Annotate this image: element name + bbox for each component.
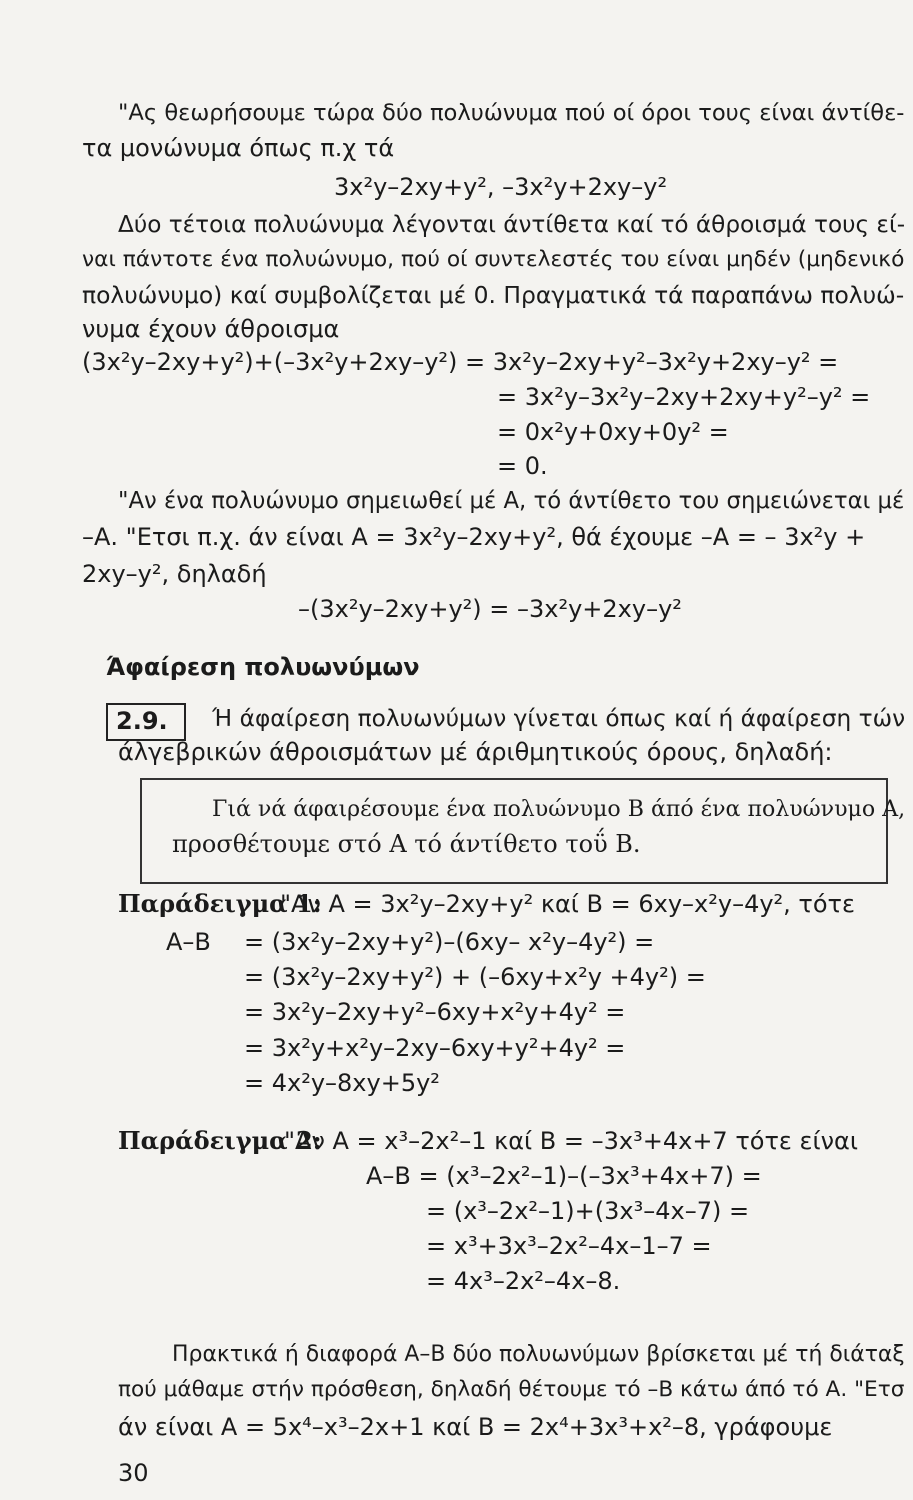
intro-line-1: "Ας θεωρήσουμε τώρα δύο πολυώνυμα πού οί όροι τους είναι άντίθε-: [118, 100, 905, 126]
example2-text: "Αν Α = x³–2x²–1 καί Β = –3x³+4x+7 τότε είναι: [284, 1127, 858, 1155]
sum-line-2: = 3x²y–3x²y–2xy+2xy+y²–y² =: [497, 383, 871, 411]
example2-step-3: = x³+3x³–2x²–4x–1–7 =: [426, 1232, 712, 1260]
sum-line-1: (3x²y–2xy+y²)+(–3x²y+2xy–y²) = 3x²y–2xy+y²–3x²y+2xy–y² =: [82, 348, 839, 376]
section-line-2: άλγεβρικών άθροισμάτων μέ άριθμητικούς όρους, δηλαδή:: [118, 738, 833, 766]
section-title: Άφαίρεση πολυωνύμων: [106, 653, 420, 681]
example1-step-1: = (3x²y–2xy+y²)–(6xy– x²y–4y²) =: [244, 928, 655, 956]
section-number-box: [106, 703, 186, 741]
sum-line-3: = 0x²y+0xy+0y² =: [497, 418, 729, 446]
closing-line-3: άν είναι Α = 5x⁴–x³–2x+1 καί Β = 2x⁴+3x³+x²–8, γράφουμε: [118, 1413, 833, 1441]
example1-step-4: = 3x²y+x²y–2xy–6xy+y²+4y² =: [244, 1034, 626, 1062]
negation-equation: –(3x²y–2xy+y²) = –3x²y+2xy–y²: [298, 595, 682, 623]
section-number: 2.9.: [116, 707, 168, 735]
example-pair: 3x²y–2xy+y², –3x²y+2xy–y²: [334, 173, 668, 201]
example1-step-2: = (3x²y–2xy+y²) + (–6xy+x²y +4y²) =: [244, 963, 706, 991]
page-number: 30: [118, 1459, 149, 1487]
section-line-1: Ή άφαίρεση πολυωνύμων γίνεται όπως καί ή άφαίρεση τών: [212, 705, 906, 732]
example1-step-5: = 4x²y–8xy+5y²: [244, 1069, 440, 1097]
para2-line-2: –Α. "Ετσι π.χ. άν είναι Α = 3x²y–2xy+y², θά έχουμε –Α = – 3x²y +: [82, 523, 866, 551]
example1-step-3: = 3x²y–2xy+y²–6xy+x²y+4y² =: [244, 998, 626, 1026]
example2-step-2: = (x³–2x²–1)+(3x³–4x–7) =: [426, 1197, 750, 1225]
rule-line-2: προσθέτουμε στό Α τό άντίθετο τοΰ Β.: [172, 830, 641, 858]
para1-line-3: πολυώνυμο) καί συμβολίζεται μέ 0. Πραγματικά τά παραπάνω πολυώ-: [82, 281, 905, 309]
example1-lhs: Α–Β: [166, 928, 211, 956]
sum-line-4: = 0.: [497, 452, 548, 480]
example1-label: Παράδειγμα 1:: [118, 889, 322, 918]
example1-text: "Αν Α = 3x²y–2xy+y² καί Β = 6xy–x²y–4y², τότε: [280, 890, 855, 918]
closing-line-1: Πρακτικά ή διαφορά Α–Β δύο πολυωνύμων βρίσκεται μέ τή διάταξ: [172, 1342, 905, 1367]
example2-label: Παράδειγμα 2:: [118, 1126, 322, 1155]
para1-line-2: ναι πάντοτε ένα πολυώνυμο, πού οί συντελεστές του είναι μηδέν (μηδενικό: [82, 247, 905, 272]
rule-line-1: Γιά νά άφαιρέσουμε ένα πολυώνυμο Β άπό ένα πολυώνυμο Α,: [212, 796, 906, 822]
example2-step-4: = 4x³–2x²–4x–8.: [426, 1267, 621, 1295]
example2-step-1: Α–Β = (x³–2x²–1)–(–3x³+4x+7) =: [366, 1162, 762, 1190]
para1-line-1: Δύο τέτοια πολυώνυμα λέγονται άντίθετα καί τό άθροισμά τους εί-: [118, 212, 906, 238]
para2-line-3: 2xy–y², δηλαδή: [82, 560, 267, 588]
para1-line-4: νυμα έχουν άθροισμα: [82, 315, 340, 343]
closing-line-2: πού μάθαμε στήν πρόσθεση, δηλαδή θέτουμε τό –Β κάτω άπό τό Α. "Ετσ: [118, 1377, 905, 1402]
intro-line-2: τα μονώνυμα όπως π.χ τά: [82, 134, 395, 162]
para2-line-1: "Αν ένα πολυώνυμο σημειωθεί μέ Α, τό άντίθετο του σημειώνεται μέ: [118, 488, 905, 514]
